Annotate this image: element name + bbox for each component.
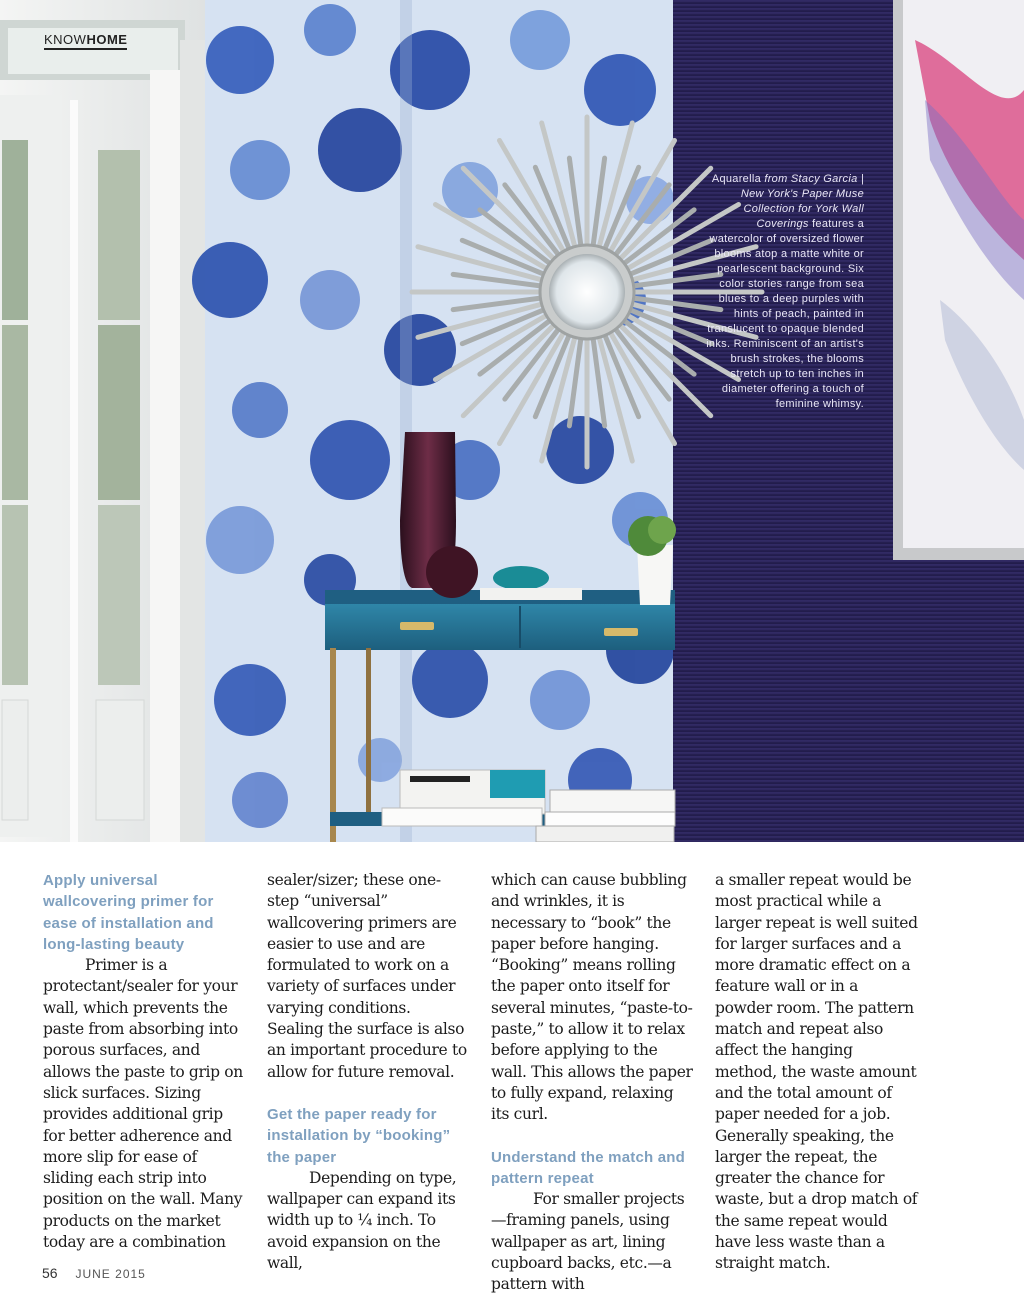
photo-caption <box>700 172 864 412</box>
column-1 <box>43 870 247 1253</box>
caption-body: features a watercolor of oversized flower blooms atop a matte white or pearlescent background. Six color stories range from sea blues to a deep purples with hints of peach, painted in translucent to opaque blended inks. Reminiscent of an artist's brush strokes, the blooms stretch up to ten inches in diameter offering a touch of feminine whimsy. <box>706 218 864 410</box>
paragraph-bubbling: which can cause bubbling and wrinkles, it is necessary to “book” the paper before hanging. “Booking” means rolling the paper onto itself for several minutes, “paste-to-paste,” to allow it to relax before applying to the wall. This allows the paper to fully expand, relaxing its curl. <box>491 871 693 1124</box>
paragraph-repeat-advice: a smaller repeat would be most practical while a larger repeat is well suited for larger surfaces and a more dramatic effect on a feature wall or in a powder room. The pattern match and repeat also affect the hanging method, the waste amount and the total amount of paper needed for a job. Generally speaking, the larger the repeat, the greater the chance for waste, but a drop match of the same repeat would have less waste than a straight match. <box>715 871 918 1273</box>
column-3 <box>491 870 695 1296</box>
heading-pattern-repeat: Understand the match and pattern repeat <box>491 1148 685 1187</box>
caption-italic: from Stacy Garcia | New York's Paper Muse Collection for York Wall Coverings <box>740 173 864 230</box>
paragraph-smaller-projects: For smaller projects—framing panels, using wallpaper as art, lining cupboard backs, etc.—a pattern with <box>491 1190 685 1294</box>
heading-booking: Get the paper ready for installation by “booking” the paper <box>267 1105 451 1166</box>
page-number: 56 <box>42 1265 58 1281</box>
heading-primer: Apply universal wallcovering primer for ease of installation and long-lasting beauty <box>43 872 214 953</box>
section-tag <box>44 32 127 50</box>
section-tag-home: HOME <box>86 32 128 47</box>
paragraph-sealer: sealer/sizer; these one-step “universal” wallcovering primers are easier to use and are formulated to work on a variety of surfaces under varying conditions. Sealing the surface is also an important procedure to allow for future removal. <box>267 871 467 1081</box>
paragraph-expansion: Depending on type, wallpaper can expand its width up to ¼ inch. To avoid expansion on the wall, <box>267 1168 457 1273</box>
issue-date: JUNE 2015 <box>75 1267 146 1281</box>
caption-lead: Aquarella <box>711 173 761 185</box>
column-4 <box>715 870 919 1275</box>
paragraph-primer: Primer is a protectant/sealer for your wall, which prevents the paste from absorbing into porous surfaces, and allows the paste to grip on slick surfaces. Sizing provides additional grip for better adherence and more slip for ease of sliding each strip into position on the wall. Many products on the market today are a combination <box>43 956 243 1252</box>
column-2 <box>267 870 471 1274</box>
page-folio <box>42 1265 146 1281</box>
section-tag-know: KNOW <box>44 32 87 47</box>
